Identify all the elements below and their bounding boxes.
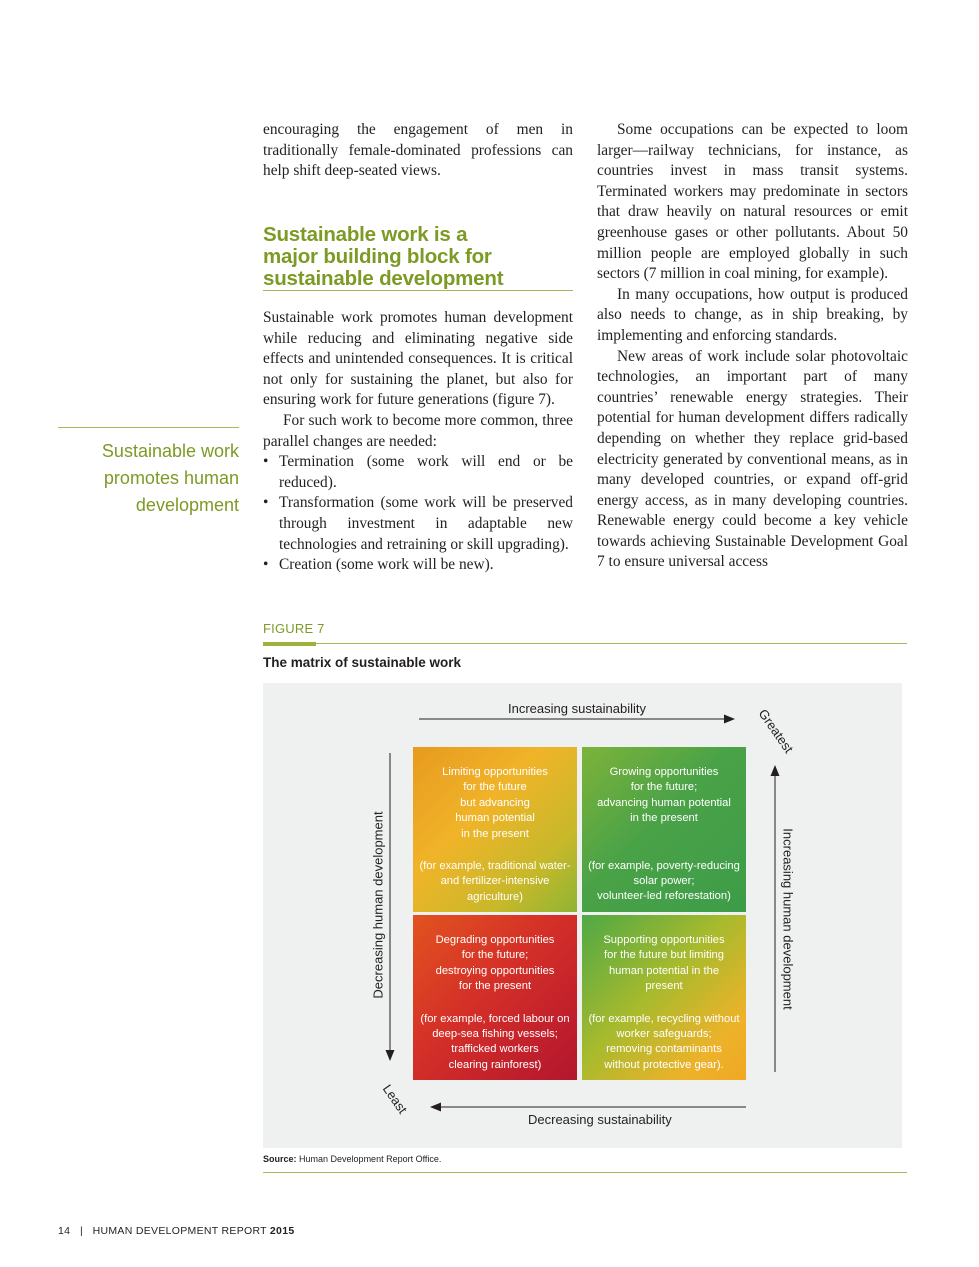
axis-right-label: Increasing human development — [780, 828, 796, 1010]
quadrant-text: advancing human potential — [597, 796, 731, 809]
quadrant-text: human potential in the — [608, 964, 720, 977]
example-line: worker safeguards; — [616, 1028, 712, 1041]
body-paragraph: For such work to become more common, three parallel changes are needed: — [263, 411, 573, 450]
quadrant-text: for the future; — [461, 949, 529, 962]
corner-least-label: Least — [379, 1081, 411, 1117]
example-line: (for example, recycling without — [588, 1012, 740, 1025]
quadrant-text: for the future; — [630, 781, 698, 794]
margin-note-line: Sustainable work — [101, 441, 239, 461]
margin-note-line: development — [135, 495, 239, 515]
quadrant-text: Degrading opportunities — [435, 934, 555, 946]
quadrant-text: for the future but limiting — [603, 949, 724, 962]
example-line: and fertilizer-intensive — [440, 875, 550, 888]
example-line: clearing rainforest) — [448, 1058, 542, 1071]
quadrant-example — [413, 1012, 577, 1074]
list-item: • Creation (some work will be new). — [263, 555, 573, 576]
axis-bottom-label: Decreasing sustainability — [528, 1112, 672, 1127]
figure-bottom-rule — [263, 1172, 907, 1173]
quadrant-text: for the future — [463, 781, 527, 794]
example-line: volunteer-led reforestation) — [597, 890, 731, 903]
margin-note-line: promotes human — [103, 468, 239, 488]
report-name: HUMAN DEVELOPMENT REPORT — [92, 1225, 267, 1237]
right-arrow-head — [771, 765, 780, 776]
top-arrow-head — [724, 715, 735, 724]
quadrant-text: in the present — [461, 827, 529, 840]
quadrant-top-right — [582, 747, 746, 912]
quadrant-bottom-right — [582, 915, 746, 1080]
body-paragraph: Sustainable work promotes human development while reducing and eliminating negative side effects and unintended consequences. It is critical not only for sustaining the planet, but also for ensuring work for future generations (figure 7). — [263, 309, 573, 409]
quadrant-example — [582, 859, 746, 905]
figure-source — [263, 1154, 441, 1164]
source-text: Human Development Report Office. — [299, 1154, 442, 1164]
heading-line: major building block for — [263, 245, 492, 268]
corner-greatest-label: Greatest — [755, 706, 797, 756]
quadrant-text: human potential — [455, 812, 535, 825]
quadrant-bottom-left — [413, 915, 577, 1080]
figure-label: FIGURE 7 — [263, 621, 325, 636]
report-year: 2015 — [269, 1225, 295, 1237]
axis-top-label: Increasing sustainability — [508, 701, 647, 716]
quadrant-example — [582, 1012, 746, 1074]
heading-line: Sustainable work is a — [263, 223, 468, 246]
list-item: • Transformation (some work will be preserved through investment in adaptable new technologies and retraining or skill upgrading). — [263, 493, 573, 555]
footer-separator: | — [79, 1225, 83, 1237]
page-number: 14 — [58, 1225, 71, 1237]
quadrant-example — [413, 859, 577, 905]
source-label: Source: — [263, 1154, 297, 1164]
quadrant-text: Supporting opportunities — [603, 934, 725, 946]
example-line: without protective gear). — [604, 1058, 724, 1071]
body-paragraph: In many occupations, how output is produced also needs to change, as in ship breaking, by implementing and enforcing standards. — [597, 285, 908, 344]
quadrant-text: present — [645, 980, 683, 993]
list-item: • Termination (some work will end or be reduced). — [263, 452, 573, 493]
quadrant-top-left — [413, 747, 577, 912]
figure-title: The matrix of sustainable work — [263, 655, 462, 670]
example-line: agriculture) — [467, 890, 523, 903]
bottom-arrow-head — [430, 1103, 441, 1112]
page-footer — [58, 1225, 294, 1237]
quadrant-text: for the present — [458, 980, 532, 993]
quadrant-text: Growing opportunities — [609, 766, 719, 778]
body-paragraph: New areas of work include solar photovoltaic technologies, an important part of many countries’ renewable energy strategies. Their potential for human development differs radically depending on whether they replace grid-based electricity generated by conventional means, as in many developed countries, or expand off-grid energy access, as in many developing countries. Renewable energy could become a key vehicle towards achieving Sustainable Development Goal 7 to ensure universal access — [597, 347, 908, 571]
example-line: (for example, poverty-reducing — [588, 859, 740, 872]
body-paragraph: Some occupations can be expected to loom larger—railway technicians, for instance, as countries invest in mass transit systems. Terminated workers may predominate in sectors that draw heavily on natural resources or emit greenhouse gases or other pollutants. About 50 million people are employed globally in such sectors (7 million in coal mining, for example). — [597, 121, 908, 283]
heading-line: sustainable development — [263, 267, 504, 290]
example-line: solar power; — [633, 875, 695, 888]
quadrant-text: destroying opportunities — [435, 964, 555, 977]
quadrant-text: in the present — [630, 812, 698, 825]
example-line: deep-sea fishing vessels; — [432, 1028, 558, 1041]
example-line: removing contaminants — [606, 1043, 722, 1056]
axis-left-label: Decreasing human development — [370, 811, 386, 999]
example-line: (for example, forced labour on — [420, 1012, 570, 1025]
intro-paragraph: encouraging the engagement of men in traditionally female-dominated professions can help shift deep-seated views. — [263, 121, 573, 180]
example-line: (for example, traditional water- — [419, 860, 571, 873]
quadrant-text: Limiting opportunities — [442, 766, 548, 778]
left-arrow-head — [386, 1050, 395, 1061]
quadrant-text: but advancing — [460, 796, 530, 809]
example-line: trafficked workers — [451, 1043, 539, 1056]
